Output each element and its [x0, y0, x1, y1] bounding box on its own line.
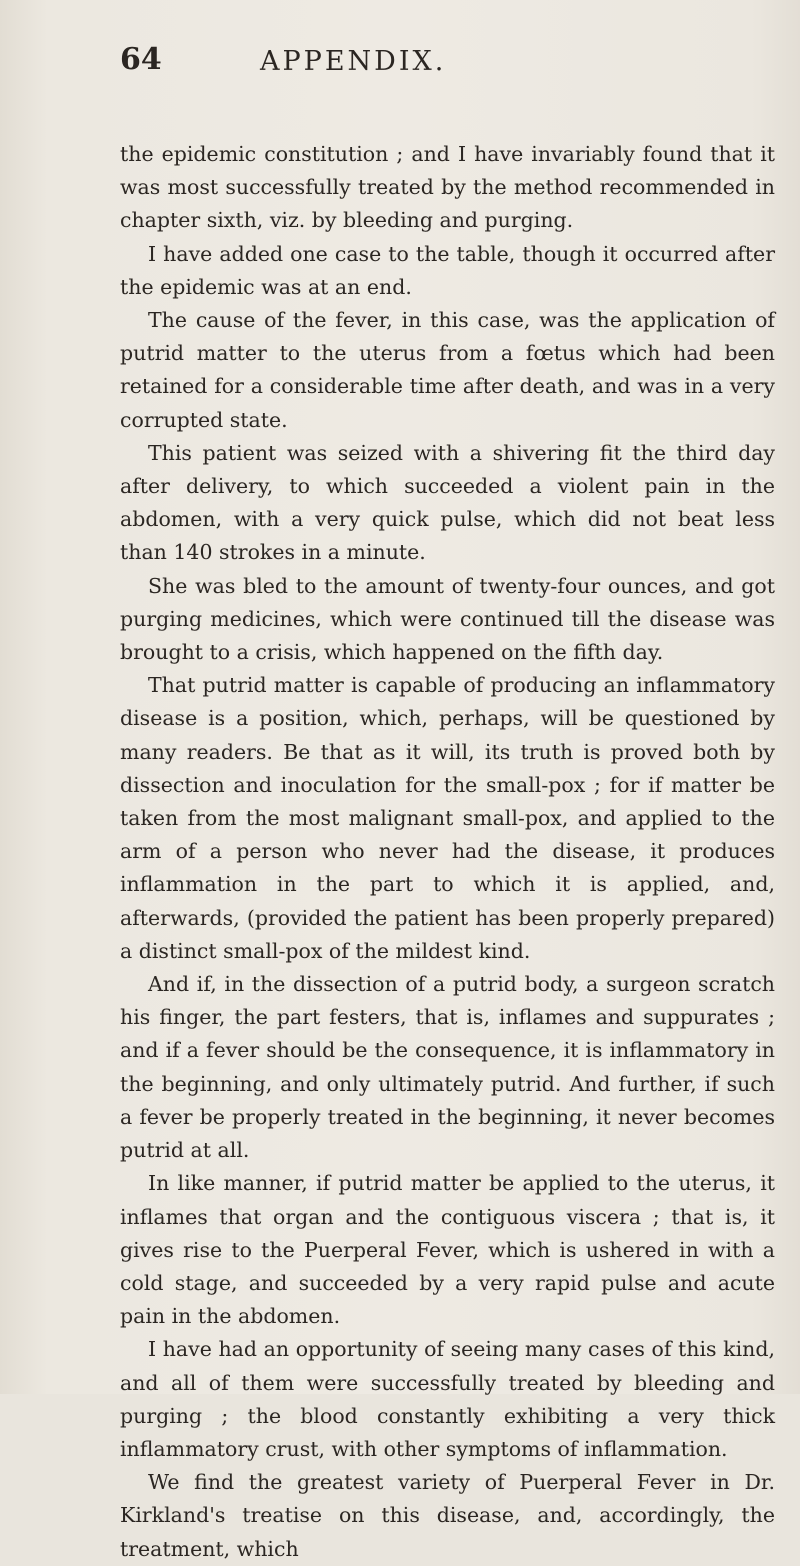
paragraph-kirkland: We find the greatest variety of Puerperal Fever in Dr. Kirkland's treatise on this disease, and, accordingly, the treatment, which [120, 1470, 775, 1561]
body-text [120, 138, 775, 1566]
running-head [0, 40, 800, 80]
paragraph-cause: The cause of the fever, in this case, was the application of putrid matter to the uterus from a fœtus which had been retained for a considerable time after death, and was in a very corrupted state. [120, 308, 775, 432]
header-title: APPENDIX. [260, 46, 447, 77]
paragraph-uterus: In like manner, if putrid matter be applied to the uterus, it inflames that organ and the contiguous viscera ; that is, it gives rise to the Puerperal Fever, which is ushered in with a cold stage, and succeeded by a very rapid pulse and acute pain in the abdomen. [120, 1171, 775, 1329]
paragraph-continuation: the epidemic constitution ; and I have invariably found that it was most successfully treated by the method recommended in chapter sixth, viz. by bleeding and purging. [120, 142, 775, 233]
paragraph-added-case: I have added one case to the table, though it occurred after the epidemic was at an end. [120, 241, 775, 299]
paragraph-symptoms: This patient was seized with a shivering fit the third day after delivery, to which succeeded a violent pain in the abdomen, with a very quick pulse, which did not beat less than 140 strokes in a minute. [120, 440, 775, 565]
page-number: 64 [120, 42, 162, 77]
paragraph-cases: I have had an opportunity of seeing many cases of this kind, and all of them were successfully treated by bleeding and purging ; the blood constantly exhibiting a very thick inflammatory crust, with other symptoms of inflammation. [120, 1337, 775, 1461]
paragraph-dissection: And if, in the dissection of a putrid body, a surgeon scratch his finger, the part festers, that is, inflames and suppurates ; and if a fever should be the consequence, it is inflammatory in the beginning, and only ultimately putrid. And further, if such a fever be properly treated in the beginning, it never becomes putrid at all. [120, 972, 775, 1163]
paragraph-treatment: She was bled to the amount of twenty-four ounces, and got purging medicines, which were continued till the disease was brought to a crisis, which happened on the fifth day. [120, 573, 775, 665]
paragraph-putrid-matter: That putrid matter is capable of producing an inflammatory disease is a position, which, perhaps, will be questioned by many readers. Be that as it will, its truth is proved both by dissection and inoculation for the small-pox ; for if matter be taken from the most malignant small-pox, and applied to the arm of a person who never had the disease, it produces inflammation in the part to which it is applied, and, afterwards, (provided the patient has been properly prepared) a distinct small-pox of the mildest kind. [120, 673, 775, 963]
